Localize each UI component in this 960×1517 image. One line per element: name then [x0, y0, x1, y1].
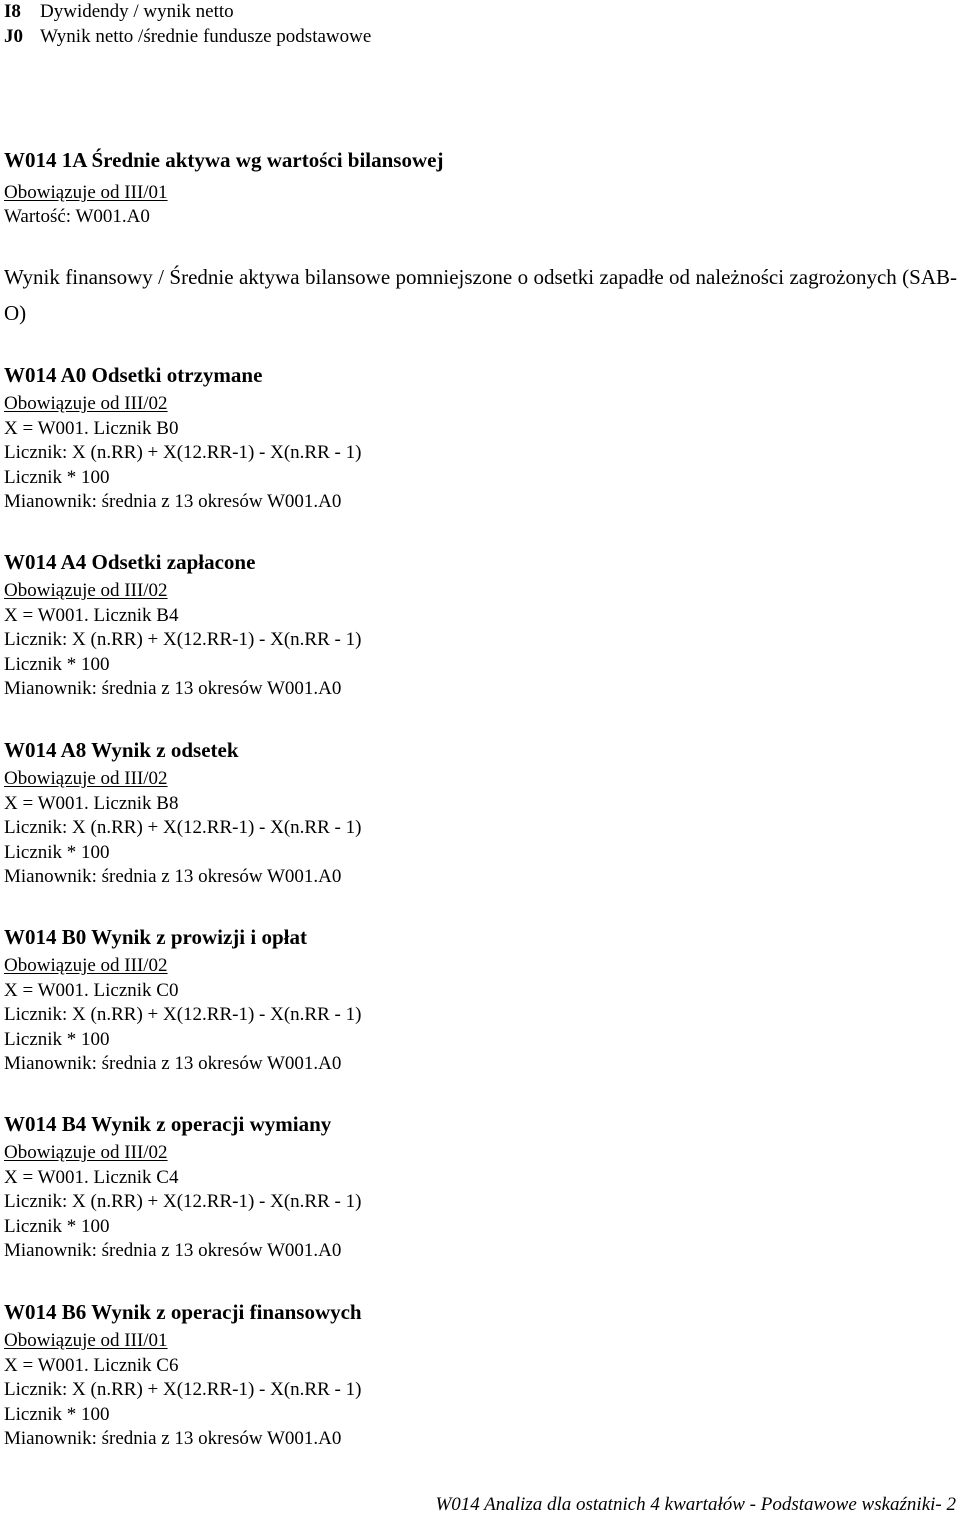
section-numerator: Licznik: X (n.RR) + X(12.RR-1) - X(n.RR - 1) [4, 1379, 362, 1400]
section-valid-from: Obowiązuje od III/01 [4, 1330, 168, 1351]
top-line-text: Wynik netto /średnie fundusze podstawowe [40, 25, 372, 47]
section-numerator-scaled: Licznik * 100 [4, 466, 110, 488]
section-x-definition: X = W001. Licznik B0 [4, 417, 179, 439]
section-numerator: Licznik: X (n.RR) + X(12.RR-1) - X(n.RR - 1) [4, 442, 362, 463]
section-heading: W014 A0 Odsetki otrzymane [4, 363, 263, 387]
top-lines [4, 0, 371, 49]
section-numerator-scaled: Licznik * 100 [4, 653, 110, 675]
section-x-definition: X = W001. Licznik C4 [4, 1166, 179, 1188]
section-valid-from: Obowiązuje od III/02 [4, 1142, 168, 1163]
section-b0 [4, 924, 361, 1077]
section-denominator: Mianownik: średnia z 13 okresów W001.A0 [4, 491, 342, 512]
section-denominator: Mianownik: średnia z 13 okresów W001.A0 [4, 1240, 342, 1261]
section-numerator: Licznik: X (n.RR) + X(12.RR-1) - X(n.RR - 1) [4, 817, 362, 838]
section-heading: W014 B4 Wynik z operacji wymiany [4, 1112, 332, 1136]
section-b6 [4, 1299, 362, 1452]
section-heading: W014 B0 Wynik z prowizji i opłat [4, 925, 307, 949]
block-1a-heading: W014 1A Średnie aktywa wg wartości bilansowej [4, 148, 444, 172]
section-heading: W014 B6 Wynik z operacji finansowych [4, 1300, 362, 1324]
section-x-definition: X = W001. Licznik B8 [4, 792, 179, 814]
section-a8 [4, 737, 361, 890]
section-numerator: Licznik: X (n.RR) + X(12.RR-1) - X(n.RR - 1) [4, 1004, 362, 1025]
top-line-j0 [4, 25, 371, 50]
formula-description: Wynik finansowy / Średnie aktywa bilansowe pomniejszone o odsetki zapadłe od należności zagrożonych (SAB-O) [4, 265, 957, 325]
section-denominator: Mianownik: średnia z 13 okresów W001.A0 [4, 1428, 342, 1449]
section-valid-from: Obowiązuje od III/02 [4, 768, 168, 789]
section-numerator: Licznik: X (n.RR) + X(12.RR-1) - X(n.RR - 1) [4, 629, 362, 650]
page-footer: W014 Analiza dla ostatnich 4 kwartałów - Podstawowe wskaźniki- 2 [435, 1494, 956, 1515]
section-denominator: Mianownik: średnia z 13 okresów W001.A0 [4, 1053, 342, 1074]
section-x-definition: X = W001. Licznik C6 [4, 1354, 179, 1376]
top-line-i8 [4, 0, 371, 25]
section-numerator-scaled: Licznik * 100 [4, 841, 110, 863]
section-valid-from: Obowiązuje od III/02 [4, 955, 168, 976]
section-b4 [4, 1111, 361, 1264]
block-1a-valid-from: Obowiązuje od III/01 [4, 182, 168, 203]
section-valid-from: Obowiązuje od III/02 [4, 393, 168, 414]
section-heading: W014 A8 Wynik z odsetek [4, 738, 239, 762]
section-numerator-scaled: Licznik * 100 [4, 1215, 110, 1237]
section-x-definition: X = W001. Licznik C0 [4, 979, 179, 1001]
top-line-code: I8 [4, 1, 21, 22]
section-numerator-scaled: Licznik * 100 [4, 1403, 110, 1425]
section-a4 [4, 549, 361, 702]
section-valid-from: Obowiązuje od III/02 [4, 580, 168, 601]
top-line-code: J0 [4, 25, 23, 47]
block-1a-value: Wartość: W001.A0 [4, 206, 150, 227]
section-x-definition: X = W001. Licznik B4 [4, 604, 179, 626]
section-heading: W014 A4 Odsetki zapłacone [4, 550, 256, 574]
section-a0 [4, 362, 361, 515]
top-line-text: Dywidendy / wynik netto [40, 1, 234, 22]
section-numerator-scaled: Licznik * 100 [4, 1028, 110, 1050]
section-denominator: Mianownik: średnia z 13 okresów W001.A0 [4, 866, 342, 887]
section-denominator: Mianownik: średnia z 13 okresów W001.A0 [4, 678, 342, 699]
section-numerator: Licznik: X (n.RR) + X(12.RR-1) - X(n.RR - 1) [4, 1191, 362, 1212]
